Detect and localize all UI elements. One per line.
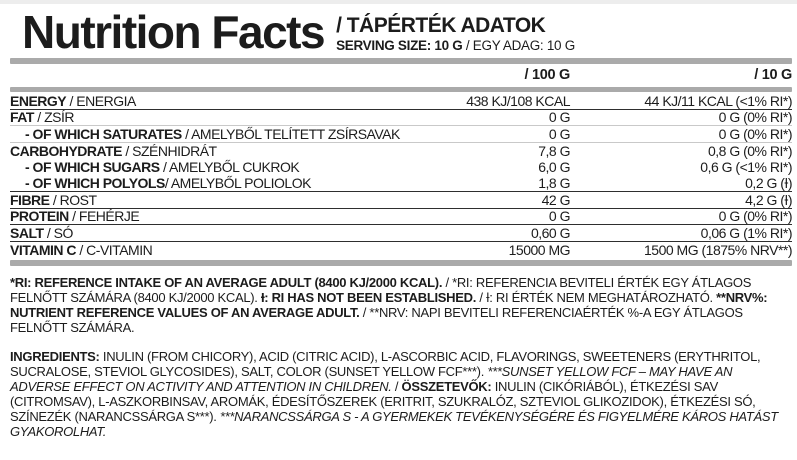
value-per-100g: 1,8 G	[538, 175, 570, 192]
nutrient-label	[10, 175, 420, 191]
nutrient-label	[10, 208, 420, 224]
nutrient-name-en: FIBRE	[10, 191, 50, 208]
value-per-10g: 0,06 G (1% RI*)	[700, 224, 792, 241]
table-row	[10, 176, 792, 193]
value-per-100g: 0 G	[548, 208, 570, 225]
column-header-per-10g: / 10 G	[754, 67, 792, 83]
note-segment: / **NRV: NAPI BEVITELI REFERENCIAÉRTÉK %-A EGY ÁTLAGOS FELNŐTT SZÁMÁRA.	[10, 305, 743, 335]
nutrient-name-en: - OF WHICH POLYOLS	[25, 175, 165, 192]
note-segment: **NRV%: NUTRIENT REFERENCE VALUES OF AN AVERAGE ADULT.	[10, 290, 768, 320]
nutrient-name-hu: / SÓ	[43, 224, 73, 241]
table-row	[10, 159, 792, 176]
nutrient-label	[10, 93, 420, 109]
nutrient-label	[10, 225, 420, 241]
nutrient-name-en: - OF WHICH SUGARS	[25, 159, 160, 176]
table-row	[10, 126, 792, 143]
nutrient-label	[10, 143, 420, 159]
table-row	[10, 225, 792, 242]
serving-size-hu: / EGY ADAG: 10 G	[462, 38, 575, 53]
ingredients-segment: ***SUNSET YELLOW FCF – MAY HAVE AN ADVERSE EFFECT ON ACTIVITY AND ATTENTION IN CHILDREN.	[10, 364, 733, 394]
value-per-10g: 4,2 G (Ɨ)	[745, 191, 792, 208]
value-per-100g: 0,60 G	[530, 224, 570, 241]
page-title: Nutrition Facts	[22, 6, 325, 58]
value-per-10g: 0 G (0% RI*)	[718, 109, 792, 126]
value-per-100g: 0 G	[548, 109, 570, 126]
nutrient-name-en: ENERGY	[10, 92, 67, 109]
note-segment: / *RI: REFERENCIA BEVITELI ÉRTÉK EGY ÁTLAGOS FELNŐTT SZÁMÁRA (8400 KJ/2000 KCAL).	[10, 275, 752, 305]
nutrient-label	[10, 126, 420, 142]
table-bottom-bar	[10, 260, 792, 266]
nutrient-label	[10, 242, 420, 258]
column-header-divider-bar	[10, 87, 792, 92]
value-per-10g: 44 KJ/11 KCAL (<1% RI*)	[644, 92, 792, 109]
label-header	[10, 8, 792, 56]
note-segment: Ɨ: RI HAS NOT BEEN ESTABLISHED.	[260, 290, 477, 305]
reference-note	[10, 275, 794, 335]
nutrient-name-hu: / C-VITAMIN	[76, 241, 153, 258]
nutrient-name-hu: / AMELYBŐL TELÍTETT ZSÍRSAVAK	[181, 125, 400, 142]
value-per-10g: 0,8 G (0% RI*)	[707, 142, 792, 159]
nutrient-name-hu: / SZÉNHIDRÁT	[121, 142, 217, 159]
note-segment: / Ɨ: RI ÉRTÉK NEM MEGHATÁROZHATÓ.	[476, 290, 717, 305]
table-row	[10, 93, 792, 110]
table-row	[10, 209, 792, 226]
table-row	[10, 143, 792, 160]
note-segment: *RI: REFERENCE INTAKE OF AN AVERAGE ADULT (8400 KJ/2000 KCAL).	[10, 275, 443, 290]
nutrient-name-hu: / ZSÍR	[33, 109, 74, 126]
ingredients-segment: INULIN (CIKÓRIÁBÓL), ÉTKEZÉSI SAV (CITROMSAV), L-ASZKORBINSAV, AROMÁK, ÉDESÍTŐSZEREK (ERITRIT, SZUKRALÓZ, SZTEVIOL GLIKOZIDOK), ÉTKEZÉSI SÓ, SZÍNEZÉK (NARANCSSÁRGA S***).	[10, 379, 756, 424]
nutrient-name-hu: / AMELYBŐL POLIOLOK	[164, 175, 311, 192]
nutrient-name-hu: / ROST	[49, 191, 97, 208]
value-per-100g: 438 KJ/108 KCAL	[466, 92, 570, 109]
nutrient-label	[10, 192, 420, 208]
ingredients-segment: ÖSSZETEVŐK:	[401, 379, 492, 394]
value-per-100g: 6,0 G	[538, 159, 570, 176]
ingredients-segment: INULIN (FROM CHICORY), ACID (CITRIC ACID), L-ASCORBIC ACID, FLAVORINGS, SWEETENERS (ERYTHRITOL, SUCRALOSE, STEVIOL GLYCOSIDES), SALT, COLOR (SUNSET YELLOW FCF***).	[10, 349, 761, 379]
page-title-hungarian: / TÁPÉRTÉK ADATOK	[336, 14, 546, 37]
nutrient-name-en: SALT	[10, 224, 44, 241]
header-right-block	[336, 14, 575, 56]
nutrient-name-en: VITAMIN C	[10, 241, 77, 258]
value-per-10g: 0 G (0% RI*)	[718, 125, 792, 142]
value-per-10g: 0,6 G (<1% RI*)	[700, 159, 792, 176]
column-header-row	[10, 64, 792, 85]
nutrient-name-hu: / AMELYBŐL CUKROK	[159, 159, 300, 176]
table-row	[10, 242, 792, 259]
table-row	[10, 110, 792, 127]
ingredients-segment: INGREDIENTS:	[10, 349, 100, 364]
nutrition-table-body	[10, 93, 792, 258]
nutrient-name-en: PROTEIN	[10, 208, 69, 225]
ingredients-segment: /	[391, 379, 402, 394]
nutrition-label	[0, 4, 797, 439]
nutrient-label	[10, 159, 420, 175]
serving-size-line	[336, 38, 575, 54]
value-per-100g: 0 G	[548, 125, 570, 142]
nutrient-name-en: - OF WHICH SATURATES	[25, 125, 182, 142]
nutrient-name-en: FAT	[10, 109, 34, 126]
nutrient-label	[10, 109, 420, 125]
ingredients-note	[10, 349, 794, 439]
value-per-10g: 1500 MG (1875% NRV**)	[644, 241, 792, 258]
serving-size-en: SERVING SIZE: 10 G	[336, 38, 463, 53]
value-per-10g: 0,2 G (Ɨ)	[745, 175, 792, 192]
value-per-100g: 42 G	[541, 191, 570, 208]
nutrient-name-en: CARBOHYDRATE	[10, 142, 122, 159]
ingredients-segment: ***NARANCSSÁRGA S - A GYERMEKEK TEVÉKENYSÉGÉRE ÉS FIGYELMÉRE KÁROS HATÁST GYAKOROLHAT.	[10, 409, 778, 439]
nutrient-name-hu: / ENERGIA	[66, 92, 136, 109]
value-per-100g: 15000 MG	[508, 241, 570, 258]
nutrient-name-hu: / FEHÉRJE	[68, 208, 140, 225]
value-per-100g: 7,8 G	[538, 142, 570, 159]
column-header-per-100g: / 100 G	[524, 67, 570, 83]
value-per-10g: 0 G (0% RI*)	[718, 208, 792, 225]
table-row	[10, 192, 792, 209]
